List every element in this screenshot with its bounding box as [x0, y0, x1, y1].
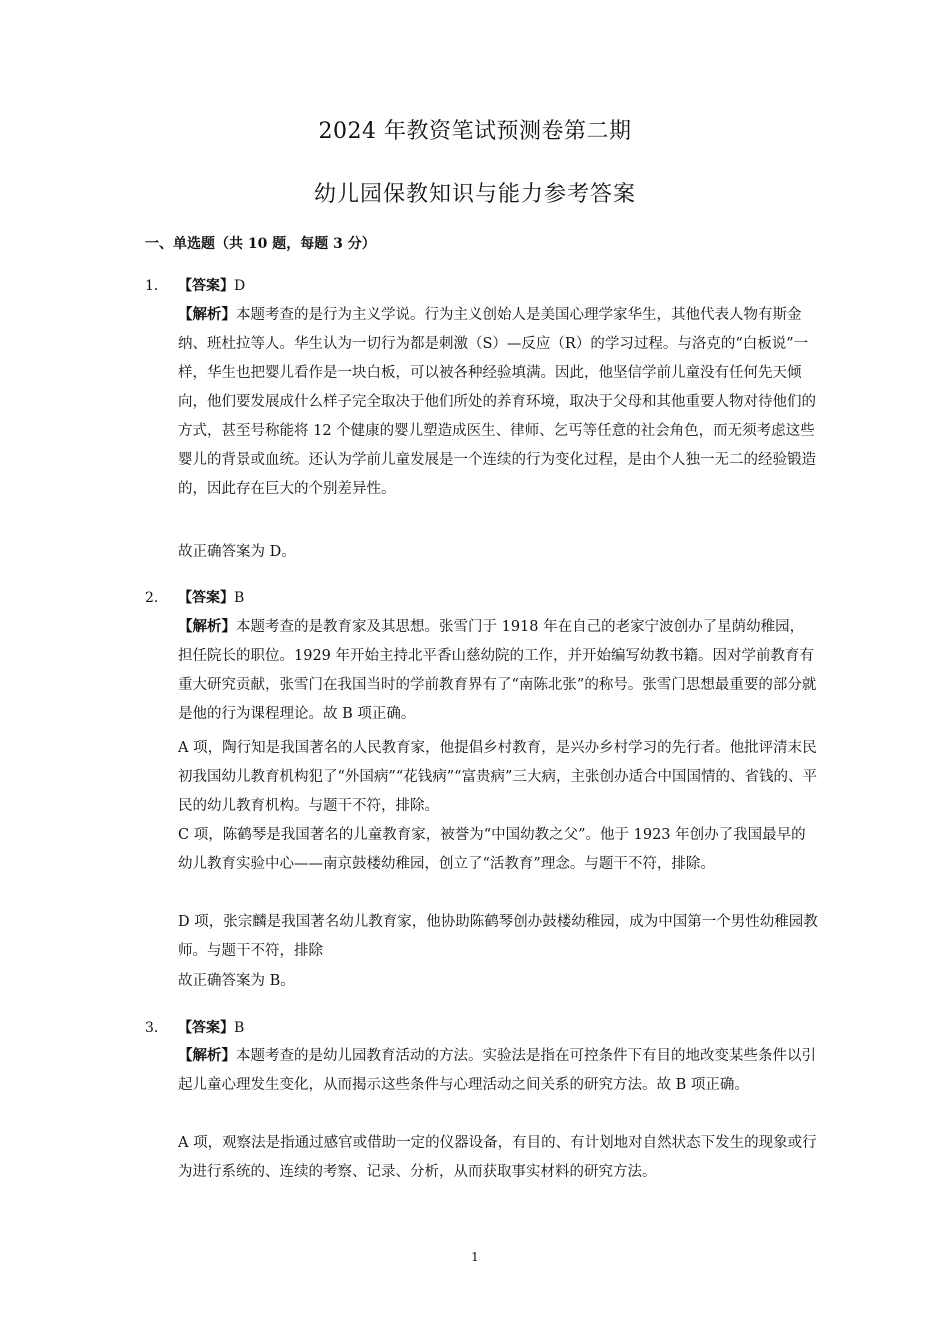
answer-line [178, 1017, 244, 1037]
analysis-tag: 【解析】 [178, 618, 236, 635]
analysis-tag: 【解析】 [178, 306, 236, 323]
answer-tag: 【答案】 [178, 278, 234, 294]
analysis-paragraph [178, 300, 818, 504]
answer-tag: 【答案】 [178, 1020, 234, 1036]
analysis-paragraph [178, 1041, 818, 1100]
answer-value: B [234, 1020, 245, 1036]
answer-tag: 【答案】 [178, 590, 234, 606]
analysis-tag: 【解析】 [178, 1047, 236, 1064]
analysis-paragraph [178, 612, 818, 729]
conclusion-line: 故正确答案为 B。 [178, 973, 295, 989]
section-heading: 一、单选题（共 10 题，每题 3 分） [145, 236, 376, 252]
answer-value: D [234, 278, 246, 294]
page-number: 1 [471, 1250, 479, 1264]
option-d-paragraph: D 项，张宗麟是我国著名幼儿教育家，他协助陈鹤琴创办鼓楼幼稚园，成为中国第一个男性幼稚园教师。与题干不符，排除 [178, 914, 818, 959]
conclusion-line: 故正确答案为 D。 [178, 544, 296, 560]
analysis-text: 本题考查的是幼儿园教育活动的方法。实验法是指在可控条件下有目的地改变某些条件以引起儿童心理发生变化，从而揭示这些条件与心理活动之间关系的研究方法。故 B 项正确。 [178, 1048, 816, 1093]
answer-line [178, 587, 244, 607]
answer-line [178, 275, 245, 295]
option-c-paragraph: C 项，陈鹤琴是我国著名的儿童教育家，被誉为“中国幼教之父”。他于 1923 年创办了我国最早的幼儿教育实验中心——南京鼓楼幼稚园，创立了“活教育”理念。与题干不符，排除。 [178, 827, 806, 872]
analysis-text: 本题考查的是行为主义学说。行为主义创始人是美国心理学家华生，其他代表人物有斯金纳、班杜拉等人。华生认为一切行为都是刺激（S）—反应（R）的学习过程。与洛克的“白板说”一样，华生也把婴儿看作是一块白板，可以被各种经验填满。因此，他坚信学前儿童没有任何先天倾向，他们要发展成什么样子完全取决于他们所处的养育环境，取决于父母和其他重要人物对待他们的方式，甚至号称能将 12 个健康的婴儿塑造成医生、律师、乞丐等任意的社会角色，而无须考虑这些婴儿的背景或血统。还认为学前儿童发展是一个连续的行为变化过程，是由个人独一无二的经验锻造的，因此存在巨大的个别差异性。 [178, 307, 816, 497]
answer-value: B [234, 590, 245, 606]
analysis-text: 本题考查的是教育家及其思想。张雪门于 1918 年在自己的老家宁波创办了星荫幼稚园，担任院长的职位。1929 年开始主持北平香山慈幼院的工作，并开始编写幼教书籍。因对学前教育有重大研究贡献，张雪门在我国当时的学前教育界有了“南陈北张”的称号。张雪门思想最重要的部分就是他的行为课程理论。故 B 项正确。 [178, 619, 817, 722]
option-a-paragraph: A 项，观察法是指通过感官或借助一定的仪器设备，有目的、有计划地对自然状态下发生的现象或行为进行系统的、连续的考察、记录、分析，从而获取事实材料的研究方法。 [178, 1135, 817, 1180]
document-subtitle: 幼儿园保教知识与能力参考答案 [313, 182, 636, 207]
document-title: 2024 年教资笔试预测卷第二期 [318, 119, 632, 144]
question-number: 3． [145, 1020, 168, 1036]
option-a-paragraph: A 项，陶行知是我国著名的人民教育家，他提倡乡村教育，是兴办乡村学习的先行者。他批评清末民初我国幼儿教育机构犯了“外国病”“花钱病”“富贵病”三大病，主张创办适合中国国情的、省钱的、平民的幼儿教育机构。与题干不符，排除。 [178, 740, 817, 814]
question-number: 2． [145, 590, 168, 606]
question-number: 1． [145, 278, 168, 294]
